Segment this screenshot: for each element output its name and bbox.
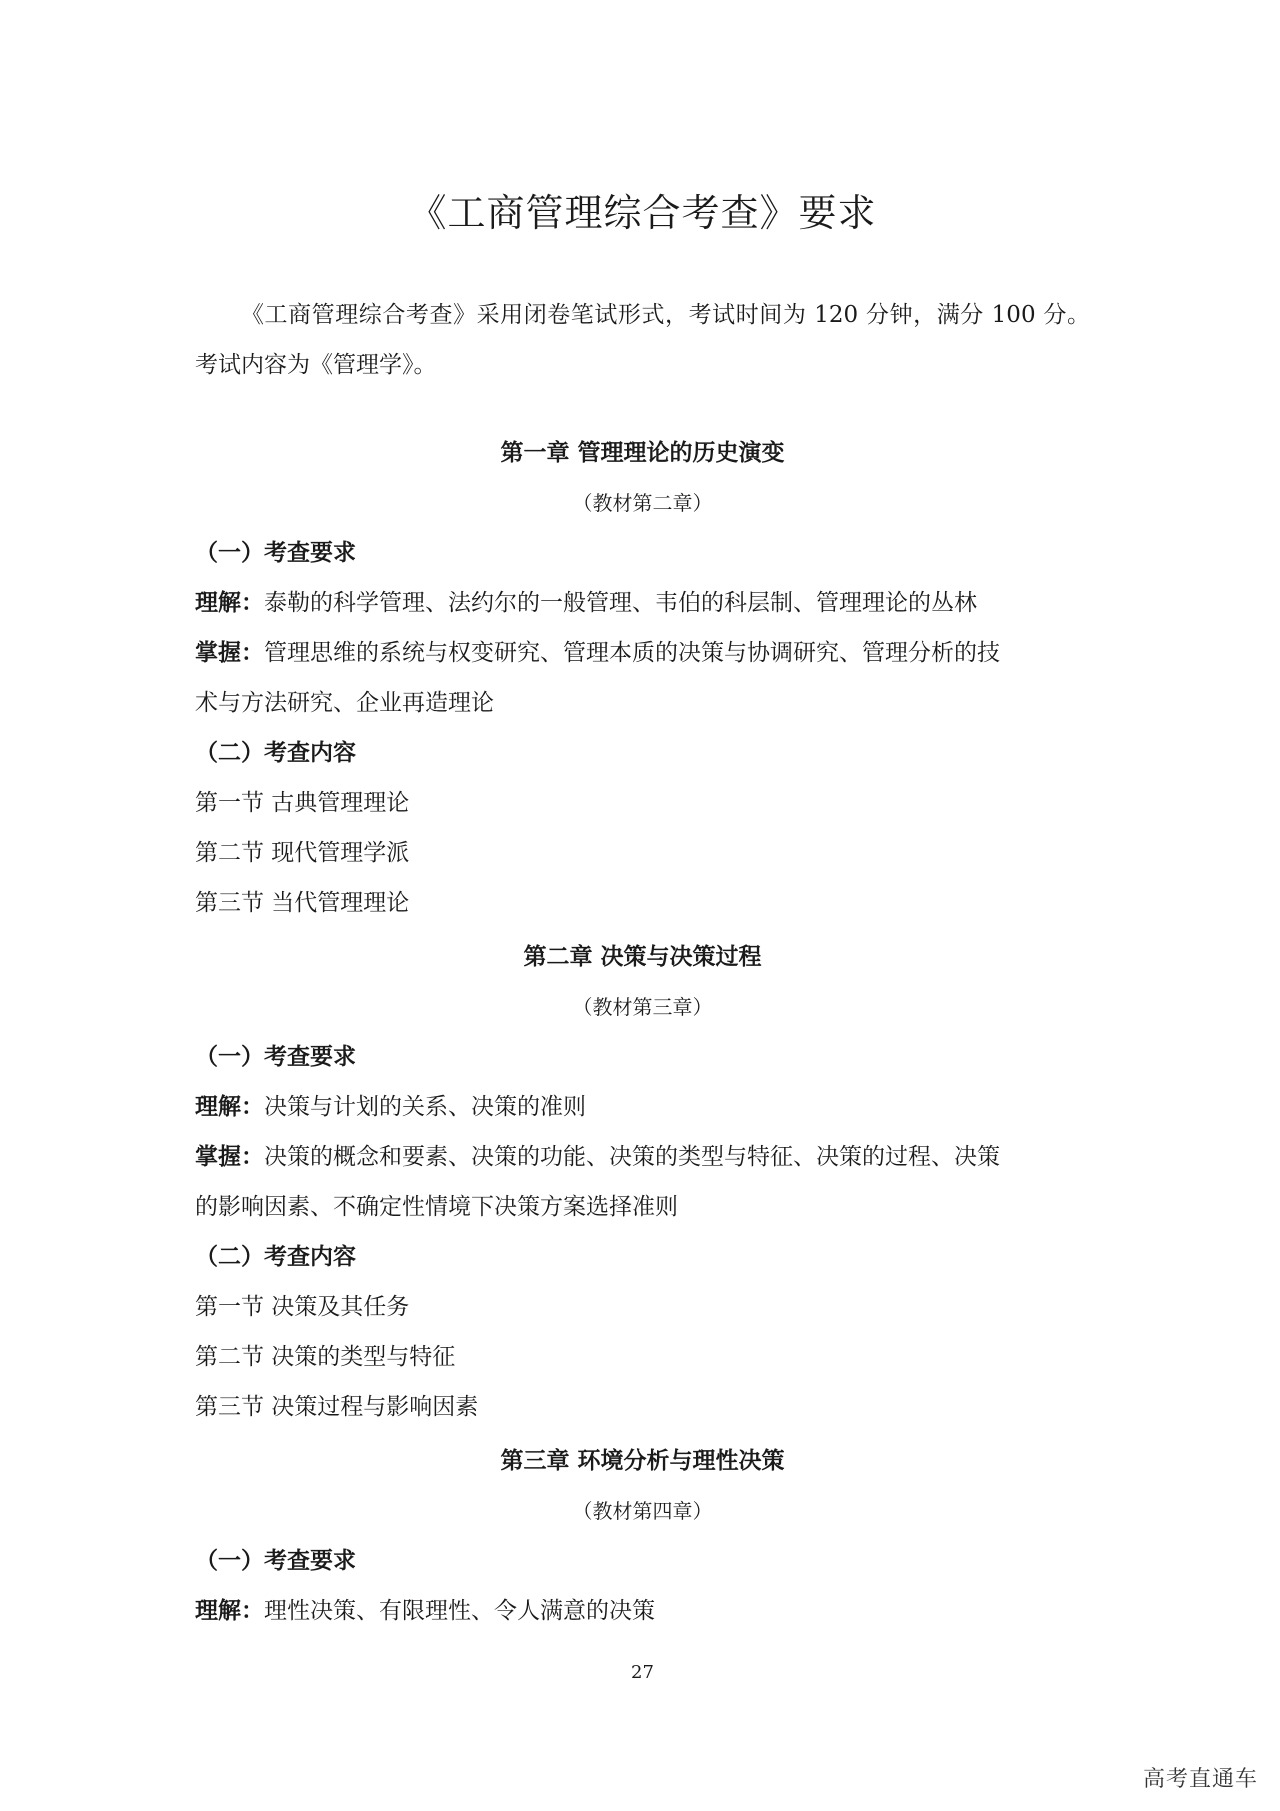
master-line — [195, 1132, 1090, 1182]
intro-paragraph: 《工商管理综合考查》采用闭卷笔试形式，考试时间为 120 分钟，满分 100 分。考试内容为《管理学》。 — [195, 302, 1090, 378]
understand-line — [195, 1082, 1090, 1132]
content-heading: （二）考查内容 — [195, 1243, 356, 1270]
chapter-title: 第一章 管理理论的历史演变 — [500, 439, 785, 466]
section-item: 第二节 决策的类型与特征 — [195, 1344, 456, 1370]
document-title: 《工商管理综合考查》要求 — [408, 191, 877, 235]
understand-text: 泰勒的科学管理、法约尔的一般管理、韦伯的科层制、管理理论的丛林 — [264, 590, 977, 616]
requirements-heading: （一）考查要求 — [195, 1547, 356, 1574]
understand-label: 理解： — [195, 589, 264, 616]
chapter-title: 第三章 环境分析与理性决策 — [500, 1447, 785, 1474]
chapter-title: 第二章 决策与决策过程 — [523, 943, 762, 970]
chapter-subtitle: （教材第三章） — [572, 995, 713, 1019]
section-item: 第三节 当代管理理论 — [195, 890, 410, 916]
watermark: 高考直通车 — [1142, 1767, 1258, 1792]
content-heading: （二）考查内容 — [195, 739, 356, 766]
master-line-continued: 的影响因素、不确定性情境下决策方案选择准则 — [195, 1194, 678, 1220]
section-item: 第二节 现代管理学派 — [195, 840, 410, 866]
section-item: 第一节 古典管理理论 — [195, 790, 410, 816]
chapter-subtitle: （教材第二章） — [572, 491, 713, 515]
understand-line — [195, 578, 1090, 628]
master-line-continued: 术与方法研究、企业再造理论 — [195, 690, 494, 716]
understand-label: 理解： — [195, 1597, 264, 1624]
master-line — [195, 628, 1090, 678]
chapter-2 — [195, 932, 1090, 1432]
chapter-1 — [195, 428, 1090, 928]
master-label: 掌握： — [195, 639, 264, 666]
understand-line — [195, 1586, 1090, 1636]
master-text: 决策的概念和要素、决策的功能、决策的类型与特征、决策的过程、决策 — [264, 1144, 1000, 1170]
chapter-subtitle: （教材第四章） — [572, 1499, 713, 1523]
master-label: 掌握： — [195, 1143, 264, 1170]
section-item: 第三节 决策过程与影响因素 — [195, 1394, 479, 1420]
requirements-heading: （一）考查要求 — [195, 539, 356, 566]
requirements-heading: （一）考查要求 — [195, 1043, 356, 1070]
understand-text: 理性决策、有限理性、令人满意的决策 — [264, 1598, 655, 1624]
section-item: 第一节 决策及其任务 — [195, 1294, 410, 1320]
chapter-3 — [195, 1436, 1090, 1636]
master-text: 管理思维的系统与权变研究、管理本质的决策与协调研究、管理分析的技 — [264, 640, 1000, 666]
understand-label: 理解： — [195, 1093, 264, 1120]
understand-text: 决策与计划的关系、决策的准则 — [264, 1094, 586, 1120]
page-number: 27 — [631, 1662, 654, 1683]
document-page — [195, 0, 1090, 1811]
